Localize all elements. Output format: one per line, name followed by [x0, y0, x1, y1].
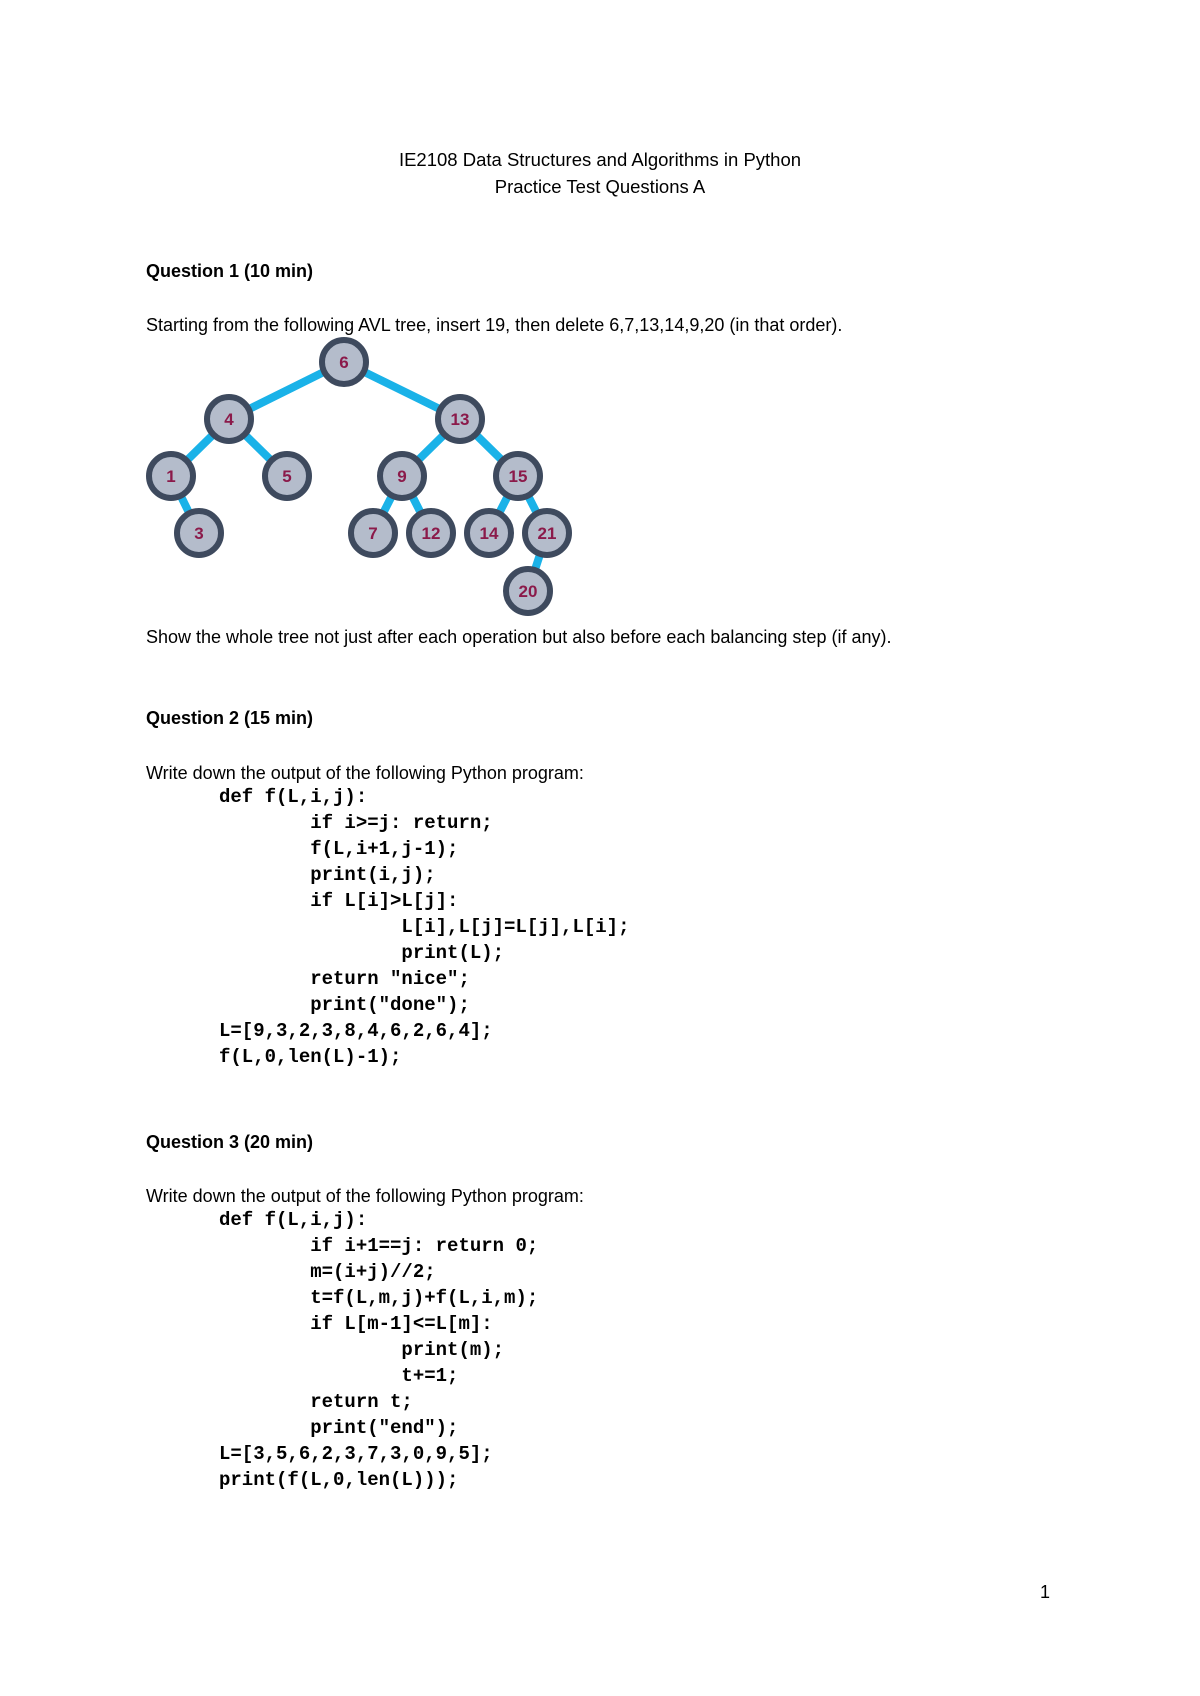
tree-node-5 [265, 454, 309, 498]
code-line: L=[3,5,6,2,3,7,3,0,9,5]; [219, 1443, 493, 1465]
code-line: def f(L,i,j): [219, 1209, 368, 1231]
tree-node-14 [467, 511, 511, 555]
tree-node-label: 4 [224, 410, 234, 429]
tree-node-7 [351, 511, 395, 555]
code-line: f(L,0,len(L)-1); [219, 1046, 402, 1068]
code-line: print("end"); [219, 1417, 459, 1439]
code-line: t+=1; [219, 1365, 459, 1387]
tree-node-label: 5 [282, 467, 292, 486]
question-3-heading: Question 3 (20 min) [146, 1132, 314, 1152]
tree-node-label: 3 [194, 524, 204, 543]
tree-node-label: 9 [397, 467, 407, 486]
tree-node-20 [506, 569, 550, 613]
code-line: m=(i+j)//2; [219, 1261, 436, 1283]
tree-node-label: 15 [508, 467, 528, 486]
code-line: print(i,j); [219, 864, 436, 886]
course-title: IE2108 Data Structures and Algorithms in Python [398, 149, 802, 170]
question-3-code [219, 1207, 538, 1493]
code-line: print("done"); [219, 994, 470, 1016]
tree-node-label: 12 [421, 524, 441, 543]
question-1-instruction: Show the whole tree not just after each operation but also before each balancing step (if any). [146, 627, 892, 647]
code-line: return t; [219, 1391, 413, 1413]
document-subtitle: Practice Test Questions A [494, 176, 706, 197]
question-1-prompt: Starting from the following AVL tree, insert 19, then delete 6,7,13,14,9,20 (in that order). [146, 315, 843, 335]
tree-node-12 [409, 511, 453, 555]
code-line: print(L); [219, 942, 505, 964]
avl-tree-diagram [0, 0, 1200, 640]
tree-node-4 [207, 397, 251, 441]
question-2-heading: Question 2 (15 min) [146, 708, 314, 728]
code-line: print(f(L,0,len(L))); [219, 1469, 459, 1491]
code-line: if L[m-1]<=L[m]: [219, 1313, 493, 1335]
code-line: return "nice"; [219, 968, 470, 990]
code-line: L[i],L[j]=L[j],L[i]; [219, 916, 630, 938]
code-line: print(m); [219, 1339, 505, 1361]
question-1-heading: Question 1 (10 min) [146, 261, 314, 281]
tree-node-label: 14 [479, 524, 499, 543]
question-2-code [219, 784, 629, 1070]
code-line: L=[9,3,2,3,8,4,6,2,6,4]; [219, 1020, 493, 1042]
tree-node-3 [177, 511, 221, 555]
tree-node-label: 13 [450, 410, 470, 429]
tree-node-label: 20 [518, 582, 538, 601]
tree-node-9 [380, 454, 424, 498]
tree-node-1 [149, 454, 193, 498]
code-line: f(L,i+1,j-1); [219, 838, 459, 860]
tree-nodes [149, 340, 569, 613]
tree-node-15 [496, 454, 540, 498]
question-3-prompt: Write down the output of the following Python program: [146, 1186, 584, 1206]
tree-node-label: 7 [368, 524, 378, 543]
tree-node-6 [322, 340, 366, 384]
code-line: if L[i]>L[j]: [219, 890, 459, 912]
code-line: def f(L,i,j): [219, 786, 368, 808]
tree-node-label: 6 [339, 353, 349, 372]
tree-node-21 [525, 511, 569, 555]
page-number: 1 [1040, 1582, 1051, 1602]
tree-node-label: 1 [166, 467, 176, 486]
code-line: t=f(L,m,j)+f(L,i,m); [219, 1287, 539, 1309]
code-line: if i+1==j: return 0; [219, 1235, 539, 1257]
tree-node-13 [438, 397, 482, 441]
code-line: if i>=j: return; [219, 812, 493, 834]
tree-node-label: 21 [537, 524, 557, 543]
question-2-prompt: Write down the output of the following Python program: [146, 763, 584, 783]
